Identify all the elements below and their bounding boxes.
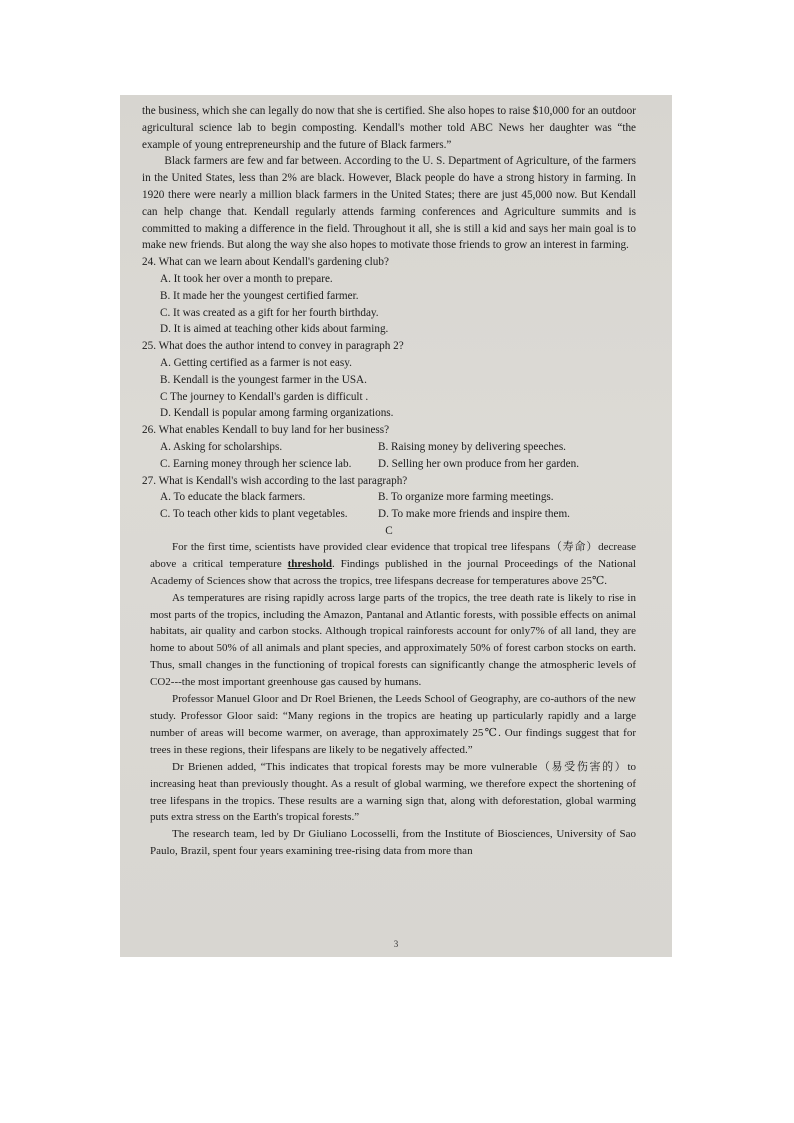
answer-option: B. Raising money by delivering speeches.: [378, 440, 566, 453]
answer-option: D. Kendall is popular among farming organizations.: [160, 407, 394, 420]
page-number: 3: [393, 939, 399, 949]
answer-option: C. To teach other kids to plant vegetables.: [160, 508, 348, 521]
answer-option: C The journey to Kendall's garden is difficult .: [160, 390, 369, 403]
paragraph: The research team, led by Dr Giuliano Locosselli, from the Institute of Biosciences, University of Sao Paulo, Brazil, spent four years examining tree-rising data from more than: [150, 828, 636, 858]
passage-b-text: [142, 103, 636, 523]
answer-option: A. Getting certified as a farmer is not easy.: [160, 356, 352, 369]
answer-option: C. It was created as a gift for her fourth birthday.: [160, 306, 379, 319]
answer-option: D. It is aimed at teaching other kids about farming.: [160, 323, 389, 336]
option-row: [142, 489, 636, 506]
paragraph: Dr Brienen added, “This indicates that tropical forests may be more vulnerable（易受伤害的）to increasing heat than previously thought. As a result of global warming, we therefore expect the shortening of tree lifespans in the tropics. These results are a warning sign that, along with deforestation, global warming puts extra stress on the Earth's tropical forests.”: [150, 760, 636, 824]
answer-option: D. To make more friends and inspire them.: [378, 508, 570, 521]
answer-option: D. Selling her own produce from her garden.: [378, 457, 580, 470]
answer-option: A. Asking for scholarships.: [160, 440, 283, 453]
text-run: For the first time, scientists have provided clear evidence that tropical tree lifespans（寿命）decrease above a critical temperature: [150, 540, 636, 570]
question-stem: 27. What is Kendall's wish according to the last paragraph?: [142, 474, 408, 487]
keyword-threshold: threshold: [287, 557, 332, 570]
answer-option: B. Kendall is the youngest farmer in the USA.: [160, 373, 367, 386]
question-stem: 26. What enables Kendall to buy land for her business?: [142, 424, 390, 437]
paragraph: [150, 539, 636, 590]
paragraph: the business, which she can legally do now that she is certified. She also hopes to raise $10,000 for an outdoor agricultural science lab to begin composting. Kendall's mother told ABC News her daughter was “the example of young entrepreneurship and the future of Black farmers.”: [142, 105, 636, 151]
passage-c-text: [142, 539, 636, 860]
answer-option: A. To educate the black farmers.: [160, 491, 306, 504]
option-row: [142, 439, 636, 456]
answer-option: A. It took her over a month to prepare.: [160, 272, 333, 285]
option-row: [142, 506, 636, 523]
text-run: . Findings published in the journal Proceedings of the National Academy of Sciences show that across the tropics, tree lifespans decrease for temperatures above 25℃.: [150, 557, 636, 587]
answer-option: C. Earning money through her science lab.: [160, 457, 352, 470]
answer-option: B. To organize more farming meetings.: [378, 491, 554, 504]
scanned-page: [120, 95, 672, 957]
paragraph: Professor Manuel Gloor and Dr Roel Brienen, the Leeds School of Geography, are co-authors of the new study. Professor Gloor said: “Many regions in the tropics are heating up particularly rapidly and a large number of areas will become warmer, on average, than approximately 25℃. Our findings suggest that for trees in these regions, their lifespans are likely to be negatively affected.”: [150, 693, 636, 756]
option-row: [142, 456, 636, 473]
answer-option: B. It made her the youngest certified farmer.: [160, 289, 359, 302]
question-stem: 24. What can we learn about Kendall's gardening club?: [142, 256, 389, 269]
paragraph: As temperatures are rising rapidly across large parts of the tropics, the tree death rate is likely to rise in most parts of the tropics, including the Amazon, Pantanal and Atlantic forests, with possible effects on animal habitats, air quality and carbon stocks. Although tropical rainforests account for only7% of all land, they are home to about 50% of all animals and plant species, and approximately 50% of forest carbon stocks on earth. Thus, small changes in the functioning of tropical forests can significantly change the atmospheric levels of CO2---the most important greenhouse gas caused by humans.: [150, 591, 636, 689]
question-stem: 25. What does the author intend to convey in paragraph 2?: [142, 340, 404, 353]
paragraph: Black farmers are few and far between. According to the U. S. Department of Agriculture, of the farmers in the United States, less than 2% are black. However, Black people do have a strong history in farming. In 1920 there were nearly a million black farmers in the United States; there are just 45,000 now. But Kendall can help change that. Kendall regularly attends farming conferences and Agriculture summits and is committed to making a difference in the field. Throughout it all, she is still a kid and says her main goal is to make new friends. But along the way she also hopes to motivate those friends to grow an interest in farming.: [142, 155, 636, 252]
section-heading: C: [385, 524, 393, 537]
